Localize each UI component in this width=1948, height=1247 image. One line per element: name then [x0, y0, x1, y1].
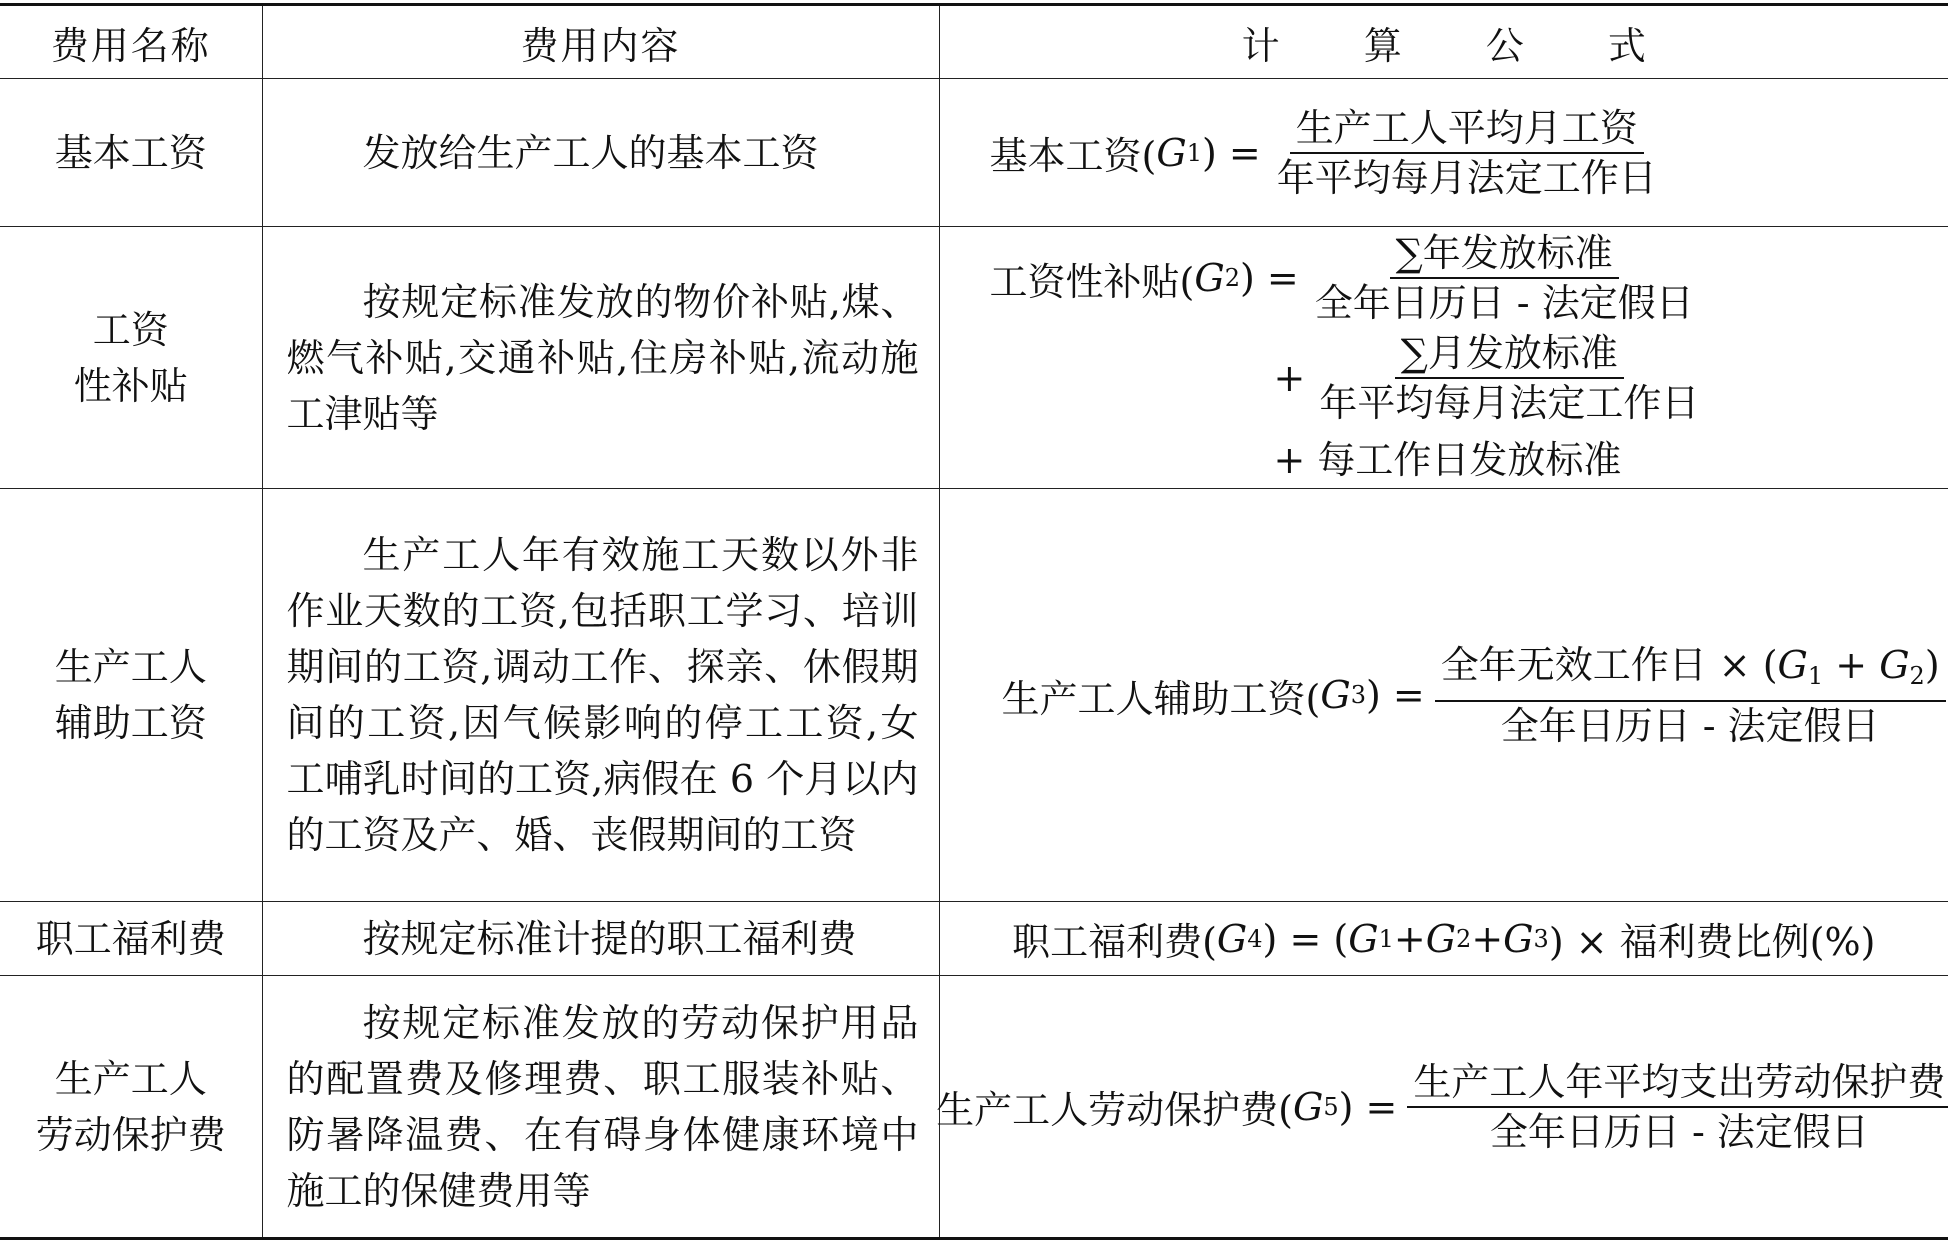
fee-content: 按规定标准发放的物价补贴,煤、燃气补贴,交通补贴,住房补贴,流动施工津贴等 [262, 227, 939, 489]
fraction-denominator: 全年日历日 - 法定假日 [1500, 703, 1880, 748]
fee-formula [939, 489, 1948, 902]
header-fee-name: 费用名称 [0, 5, 262, 79]
plus-sign: + [1823, 642, 1880, 687]
formula-lhs: 生产工人辅助工资( [1001, 676, 1321, 721]
formula-fraction [1407, 1060, 1948, 1154]
formula-symbol: G [1194, 256, 1225, 300]
fee-name-line: 生产工人 [54, 1056, 207, 1101]
formula-symbol: G [1320, 673, 1351, 717]
formula-symbol: G [1425, 916, 1457, 961]
fee-content: 按规定标准发放的劳动保护用品的配置费及修理费、职工服装补贴、防暑降温费、在有碍身体健康环境中施工的保健费用等 [262, 976, 939, 1239]
fee-name-line: 性补贴 [73, 363, 188, 408]
fee-name [0, 976, 262, 1239]
fee-formula [936, 976, 1948, 1239]
plus-sign: + [1471, 916, 1504, 961]
formula-fraction [1309, 231, 1700, 325]
formula-symbol: G [1879, 642, 1910, 687]
table-row [0, 489, 1948, 902]
fee-content: 发放给生产工人的基本工资 [262, 79, 939, 227]
formula-subscript: 1 [1807, 661, 1824, 690]
header-formula: 计 算 公 式 [939, 5, 1948, 79]
fee-name [0, 489, 262, 902]
formula-subscript: 1 [1378, 924, 1394, 953]
wage-cost-table [0, 3, 1948, 1240]
formula-symbol: G [1503, 916, 1534, 961]
fraction-denominator: 全年日历日 - 法定假日 [1314, 281, 1694, 325]
table-row [0, 79, 1948, 227]
plus-sign: + [1393, 916, 1426, 961]
fee-formula [939, 227, 1948, 489]
fee-name-line: 工资 [92, 307, 169, 352]
formula-lhs: 工资性补贴( [989, 259, 1195, 304]
formula-subscript: 3 [1533, 924, 1549, 953]
fee-name: 基本工资 [0, 79, 262, 227]
formula-subscript: 2 [1456, 924, 1472, 953]
plus-sign: + [1273, 356, 1306, 400]
formula-symbol: G [1348, 916, 1379, 961]
table-row [0, 902, 1948, 976]
fee-name: 职工福利费 [0, 902, 262, 976]
formula-lhs: 基本工资( [989, 134, 1157, 178]
formula-lhs: 职工福利费( [1012, 920, 1217, 964]
formula-symbol: G [1216, 916, 1248, 961]
header-row [0, 5, 1948, 79]
numerator-text: 全年无效工作日 × ( [1440, 642, 1778, 687]
formula-subscript: 5 [1323, 1092, 1339, 1121]
formula-equals: ) = [1365, 673, 1425, 717]
formula-symbol: G [1777, 642, 1808, 687]
fraction-numerator: ∑年发放标准 [1390, 231, 1619, 279]
fee-formula [939, 902, 1948, 976]
numerator-text: ) [1924, 642, 1940, 687]
fraction-denominator: 全年日历日 - 法定假日 [1489, 1109, 1869, 1154]
fee-content: 生产工人年有效施工天数以外非作业天数的工资,包括职工学习、培训期间的工资,调动工作、探亲、休假期间的工资,因气候影响的停工工资,女工哺乳时间的工资,病假在 6 个月以内的工资及产、婚、丧假期间的工资 [262, 489, 939, 902]
formula-equals: ) = [1239, 256, 1299, 300]
formula-subscript: 1 [1186, 138, 1202, 167]
formula-tail: ) × 福利费比例(%) [1548, 920, 1876, 964]
fee-content: 按规定标准计提的职工福利费 [262, 902, 939, 976]
fee-name-line: 劳动保护费 [35, 1112, 226, 1157]
formula-equals: ) = [1338, 1084, 1398, 1129]
formula-subscript: 2 [1909, 661, 1925, 690]
table-row [0, 227, 1948, 489]
formula-fraction [1271, 106, 1663, 200]
table-row [0, 976, 1948, 1239]
formula-equals: ) = ( [1262, 916, 1349, 961]
fee-name [0, 227, 262, 489]
formula-equals: ) = [1201, 130, 1261, 175]
formula-tail: + 每工作日发放标准 [1273, 438, 1622, 482]
fraction-numerator: ∑月发放标准 [1395, 331, 1624, 379]
formula-symbol: G [1156, 130, 1187, 175]
fee-formula [939, 79, 1948, 227]
header-fee-content: 费用内容 [262, 5, 939, 79]
fee-name-line: 生产工人 [54, 645, 207, 689]
formula-fraction [1435, 643, 1946, 748]
fee-name-line: 辅助工资 [54, 701, 207, 745]
fraction-numerator: 生产工人年平均支出劳动保护费 [1407, 1060, 1948, 1108]
formula-fraction [1313, 331, 1705, 425]
fraction-numerator [1435, 643, 1946, 702]
fraction-denominator: 年平均每月法定工作日 [1276, 155, 1657, 200]
formula-symbol: G [1292, 1084, 1324, 1129]
formula-subscript: 2 [1224, 264, 1240, 292]
fraction-denominator: 年平均每月法定工作日 [1319, 381, 1700, 425]
fraction-numerator: 生产工人平均月工资 [1290, 106, 1644, 154]
formula-lhs: 生产工人劳动保护费( [936, 1088, 1293, 1132]
formula-subscript: 3 [1350, 681, 1366, 709]
formula-subscript: 4 [1247, 924, 1263, 953]
